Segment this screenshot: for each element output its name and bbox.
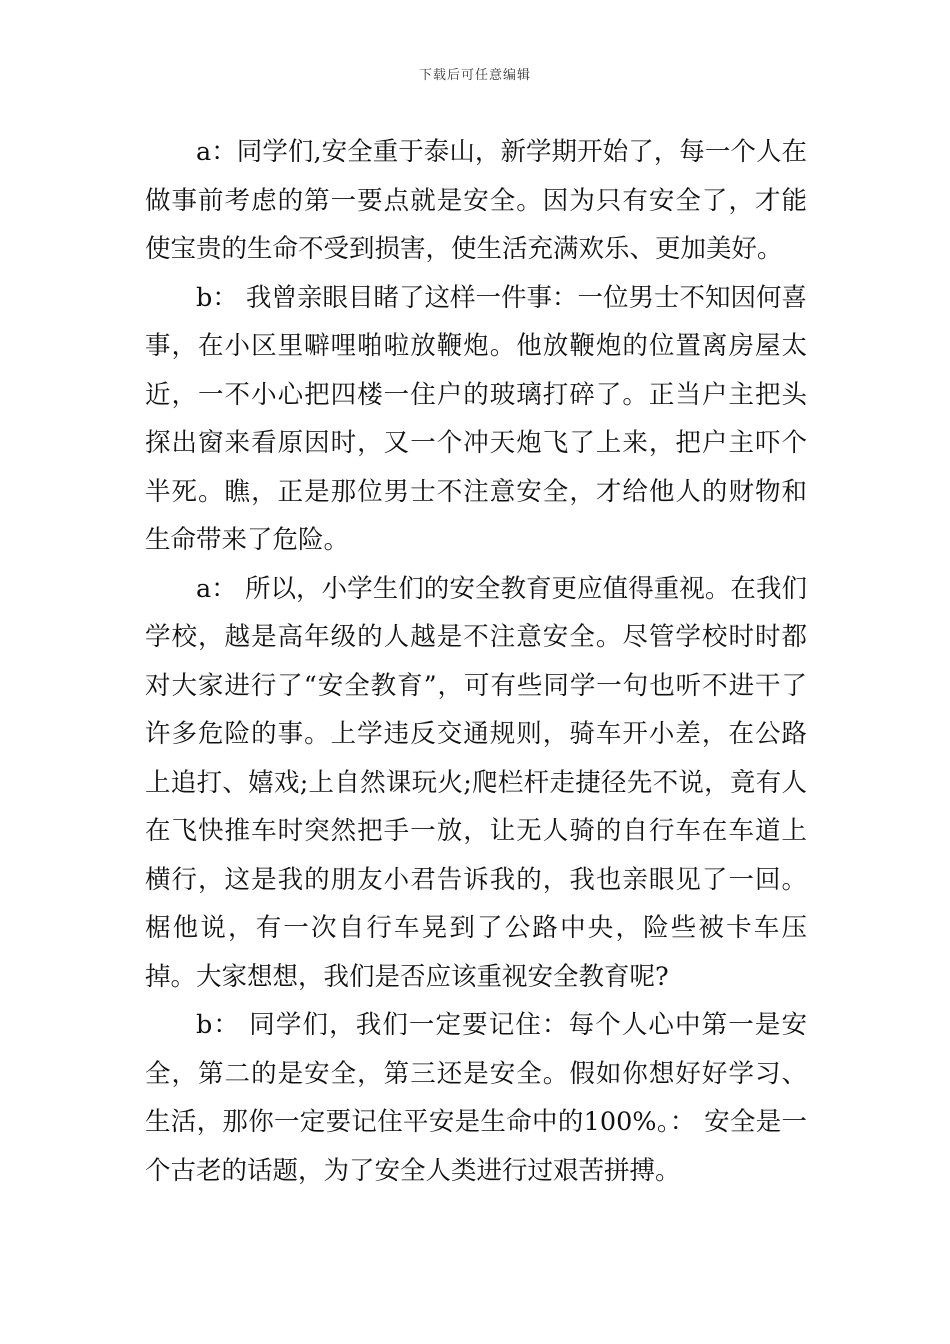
paragraph-2: b： 我曾亲眼目睹了这样一件事：一位男士不知因何喜事，在小区里噼哩啪啦放鞭炮。他放鞭炮的位置离房屋太近，一不小心把四楼一住户的玻璃打碎了。正当户主把头探出窗来看原因时，又一个冲天炮飞了上来，把户主吓个半死。瞧，正是那位男士不注意安全，才给他人的财物和生命带来了危险。: [145, 282, 807, 555]
page-header: 下载后可任意编辑: [418, 68, 531, 83]
paragraph-4: b： 同学们，我们一定要记住：每个人心中第一是安全，第二的是安全，第三还是安全。假如你想好好学习、生活，那你一定要记住平安是生命中的100%。： 安全是一个古老的话题，为了安全人类进行过艰苦拼搏。: [145, 1010, 807, 1186]
document-body: [145, 128, 807, 1195]
paragraph-3: a： 所以，小学生们的安全教育更应值得重视。在我们学校，越是高年级的人越是不注意安全。尽管学校时时都对大家进行了“安全教育”，可有些同学一句也听不进干了许多危险的事。上学违反交通规则，骑车开小差，在公路上追打、嬉戏;上自然课玩火;爬栏杆走捷径先不说，竟有人在飞快推车时突然把手一放，让无人骑的自行车在车道上横行，这是我的朋友小君告诉我的，我也亲眼见了一回。椐他说，有一次自行车晃到了公路中央，险些被卡车压掉。大家想想，我们是否应该重视安全教育呢?: [145, 573, 807, 992]
paragraph-1: a：同学们,安全重于泰山，新学期开始了，每一个人在做事前考虑的第一要点就是安全。因为只有安全了，才能使宝贵的生命不受到损害，使生活充满欢乐、更加美好。: [145, 137, 807, 264]
